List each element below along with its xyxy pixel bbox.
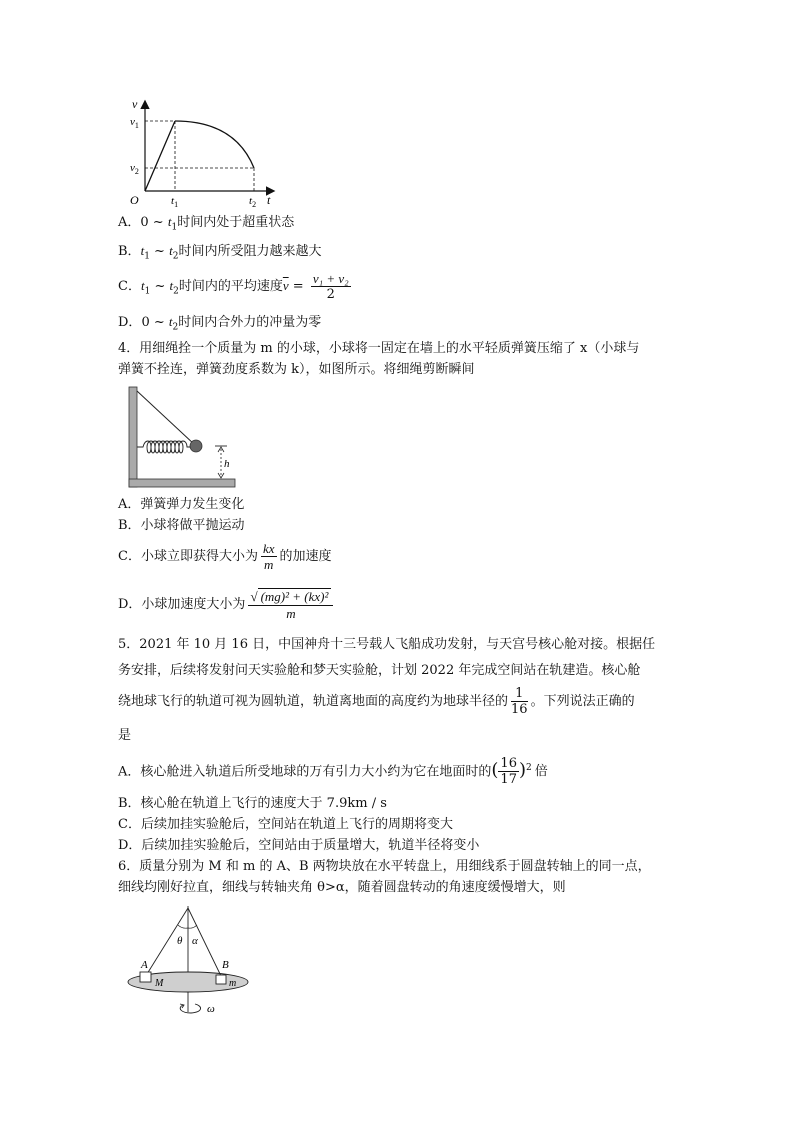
average-velocity-fraction: $\frac{\text{v₁ + v₂}}{2}$ bbox=[312, 271, 349, 302]
block-b-label: B bbox=[222, 959, 229, 971]
q3-option-d: D．0 ~ $t_2$时间内合外力的冲量为零 bbox=[118, 314, 322, 333]
v-axis-label: v bbox=[132, 97, 138, 111]
q3-option-b: B．$t_1$ ~ $t_2$时间内所受阻力越来越大 bbox=[118, 243, 322, 262]
velocity-time-graph bbox=[115, 96, 285, 211]
q5-option-d: D．后续加挂实验舱后，空间站由于质量增大，轨道半径将变小 bbox=[118, 838, 480, 853]
q4-stem-line1: 4．用细绳拴一个质量为 m 的小球，小球将一固定在墙上的水平轻质弹簧压缩了 x（小球与 bbox=[118, 341, 640, 356]
q6-stem-line2: 细线均刚好拉直，细线与转轴夹角 θ>α，随着圆盘转动的角速度缓慢增大，则 bbox=[118, 880, 566, 895]
q3-option-c: C．$t_1$ ~ $t_2$时间内的平均速度$\overline{v}$ = $\frac{\text{v₁ + v₂}}{2}$ bbox=[118, 271, 349, 302]
kx-over-m-fraction: $\frac{kx}{m}$ bbox=[262, 541, 275, 572]
alpha-label: α bbox=[192, 935, 198, 947]
block-b bbox=[216, 975, 226, 984]
theta-label: θ bbox=[177, 935, 183, 947]
mass-m-label: m bbox=[229, 978, 237, 989]
block-a-label: A bbox=[141, 959, 148, 971]
omega-label: ω bbox=[207, 1003, 215, 1015]
decay-curve bbox=[175, 121, 254, 168]
q5-stem-line2: 务安排，后续将发射问天实验舱和梦天实验舱，计划 2022 年完成空间站在轨建造。核心舱 bbox=[118, 663, 641, 678]
v1-label: $v_1$ bbox=[130, 116, 139, 130]
v2-label: $v_2$ bbox=[130, 162, 139, 176]
q5-stem-line4: 是 bbox=[118, 728, 132, 743]
q5-stem-line1: 5．2021 年 10 月 16 日，中国神舟十三号载人飞船成功发射，与天宫号核心舱对接。根据任 bbox=[118, 637, 656, 652]
acceleration-fraction: $\frac{\text{√ (mg)² + (kx)²}}{m}$ bbox=[248, 588, 333, 621]
q4-option-a: A．弹簧弹力发生变化 bbox=[118, 497, 245, 512]
q5-stem-line3: 绕地球飞行的轨道可视为圆轨道，轨道离地面的高度约为地球半径的 $\frac{1}{16}$ 。下列说法正确的 bbox=[118, 686, 635, 717]
q5-option-c: C．后续加挂实验舱后，空间站在轨道上飞行的周期将变大 bbox=[118, 817, 453, 832]
q4-option-c: C．小球立即获得大小为 $\frac{kx}{m}$ 的加速度 bbox=[118, 541, 332, 572]
string bbox=[137, 391, 195, 445]
theta-arc bbox=[178, 925, 188, 928]
mass-M-label: M bbox=[155, 978, 164, 989]
q3-option-a: A．0 ~ $t_1$时间内处于超重状态 bbox=[118, 214, 295, 233]
q4-option-d: D．小球加速度大小为 $\frac{\text{√ (mg)² + (kx)²}}{m}$ bbox=[118, 587, 336, 623]
wall bbox=[129, 387, 137, 487]
alpha-arc bbox=[188, 925, 197, 928]
spring-ball-figure bbox=[125, 383, 255, 493]
t1-label: $t_1$ bbox=[171, 195, 179, 209]
t-axis-label: t bbox=[267, 193, 271, 207]
spring bbox=[137, 441, 191, 453]
q5-option-a: A．核心舱进入轨道后所受地球的万有引力大小约为它在地面时的( $\frac{16}{17}$ )$^2$ 倍 bbox=[118, 756, 548, 788]
q4-option-b: B．小球将做平抛运动 bbox=[118, 518, 245, 533]
sixteen-seventeenths-fraction: $\frac{16}{17}$ bbox=[500, 756, 517, 788]
block-a bbox=[140, 972, 151, 982]
ramp-line bbox=[145, 121, 175, 191]
q6-stem-line1: 6．质量分别为 M 和 m 的 A、B 两物块放在水平转盘上，用细线系于圆盘转轴上的同一点， bbox=[118, 859, 651, 874]
one-sixteenth-fraction: $\frac{1}{16}$ bbox=[511, 686, 528, 717]
q5-option-b: B．核心舱在轨道上飞行的速度大于 7.9km / s bbox=[118, 796, 387, 811]
ball bbox=[190, 440, 202, 452]
origin-label: O bbox=[130, 193, 139, 207]
h-label: h bbox=[224, 458, 230, 470]
turntable-figure bbox=[125, 902, 265, 1022]
q4-stem-line2: 弹簧不拴连，弹簧劲度系数为 k），如图所示。将细绳剪断瞬间 bbox=[118, 362, 475, 377]
t2-label: $t_2$ bbox=[249, 195, 257, 209]
floor bbox=[129, 479, 235, 487]
